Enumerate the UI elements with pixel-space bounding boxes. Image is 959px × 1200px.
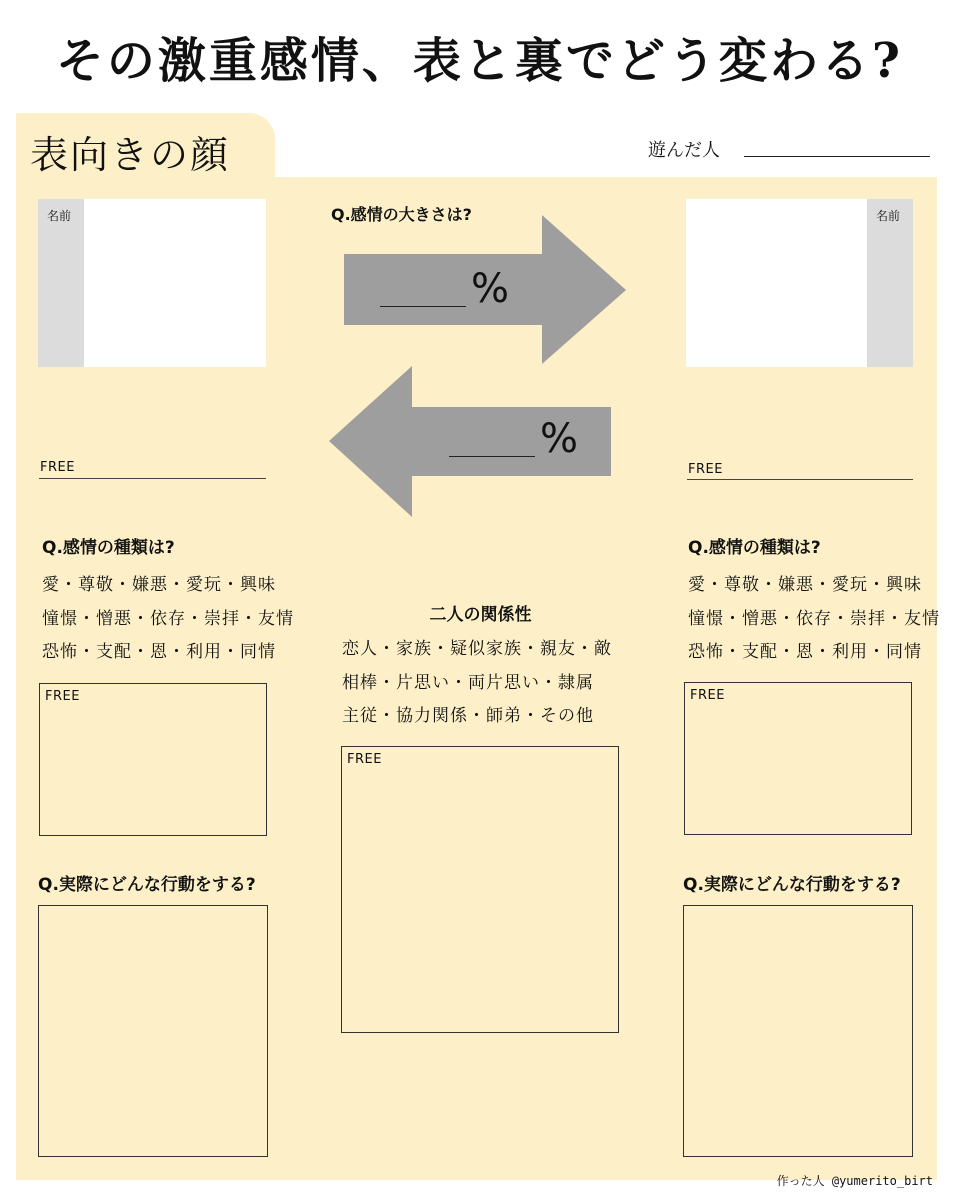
right-name-strip	[867, 199, 913, 367]
left-emotion-words-line: 憧憬・憎悪・依存・崇拝・友情	[42, 608, 294, 629]
player-label: 遊んだ人	[648, 140, 720, 161]
emotion-size-question: Q.感情の大きさは?	[331, 205, 472, 224]
player-name-line[interactable]	[744, 156, 930, 157]
right-free-box[interactable]	[684, 682, 912, 835]
left-name-strip	[38, 199, 84, 367]
relationship-free-box[interactable]	[341, 746, 619, 1033]
left-emotion-type-question: Q.感情の種類は?	[42, 538, 175, 558]
relationship-words-line: 主従・協力関係・師弟・その他	[342, 706, 594, 726]
right-action-box[interactable]	[683, 905, 913, 1157]
right-emotion-type-question: Q.感情の種類は?	[688, 538, 821, 558]
right-character-card[interactable]	[686, 199, 867, 367]
credit: 作った人 @yumerito_birt	[776, 1174, 933, 1188]
relationship-words	[342, 633, 612, 734]
left-arrow-percent-symbol: %	[540, 416, 579, 462]
right-emotion-words-line: 恐怖・支配・恩・利用・同情	[688, 642, 922, 662]
relationship-words-line: 相棒・片思い・両片思い・隷属	[342, 672, 594, 693]
right-emotion-words-line: 憧憬・憎悪・依存・崇拝・友情	[688, 608, 940, 629]
right-arrow-percent-symbol: %	[471, 266, 510, 312]
left-character-card[interactable]	[84, 199, 266, 367]
left-free-box[interactable]	[39, 683, 267, 836]
right-emotion-words-line: 愛・尊敬・嫌悪・愛玩・興味	[688, 575, 922, 595]
right-name-label: 名前	[876, 209, 901, 223]
right-arrow-percent-line[interactable]	[380, 306, 466, 307]
main-title: その激重感情、表と裏でどう変わる?	[55, 33, 904, 89]
right-free-line[interactable]	[687, 479, 913, 480]
right-emotion-words	[688, 569, 940, 670]
left-arrow-percent-line[interactable]	[449, 456, 535, 457]
relationship-title: 二人の関係性	[429, 605, 532, 625]
right-action-question: Q.実際にどんな行動をする?	[683, 875, 901, 895]
left-emotion-words	[42, 569, 294, 670]
relationship-words-line: 恋人・家族・疑似家族・親友・敵	[342, 639, 612, 659]
left-free-line[interactable]	[39, 478, 266, 479]
left-action-question: Q.実際にどんな行動をする?	[38, 875, 256, 895]
right-box-free-label: FREE	[690, 688, 725, 703]
left-free-label: FREE	[40, 460, 75, 475]
left-box-free-label: FREE	[45, 689, 80, 704]
left-emotion-words-line: 愛・尊敬・嫌悪・愛玩・興味	[42, 575, 276, 595]
left-emotion-words-line: 恐怖・支配・恩・利用・同情	[42, 642, 276, 662]
center-box-free-label: FREE	[347, 752, 382, 767]
left-action-box[interactable]	[38, 905, 268, 1157]
left-name-label: 名前	[47, 209, 72, 223]
tab-title: 表向きの顔	[30, 133, 231, 177]
right-free-label: FREE	[688, 462, 723, 477]
